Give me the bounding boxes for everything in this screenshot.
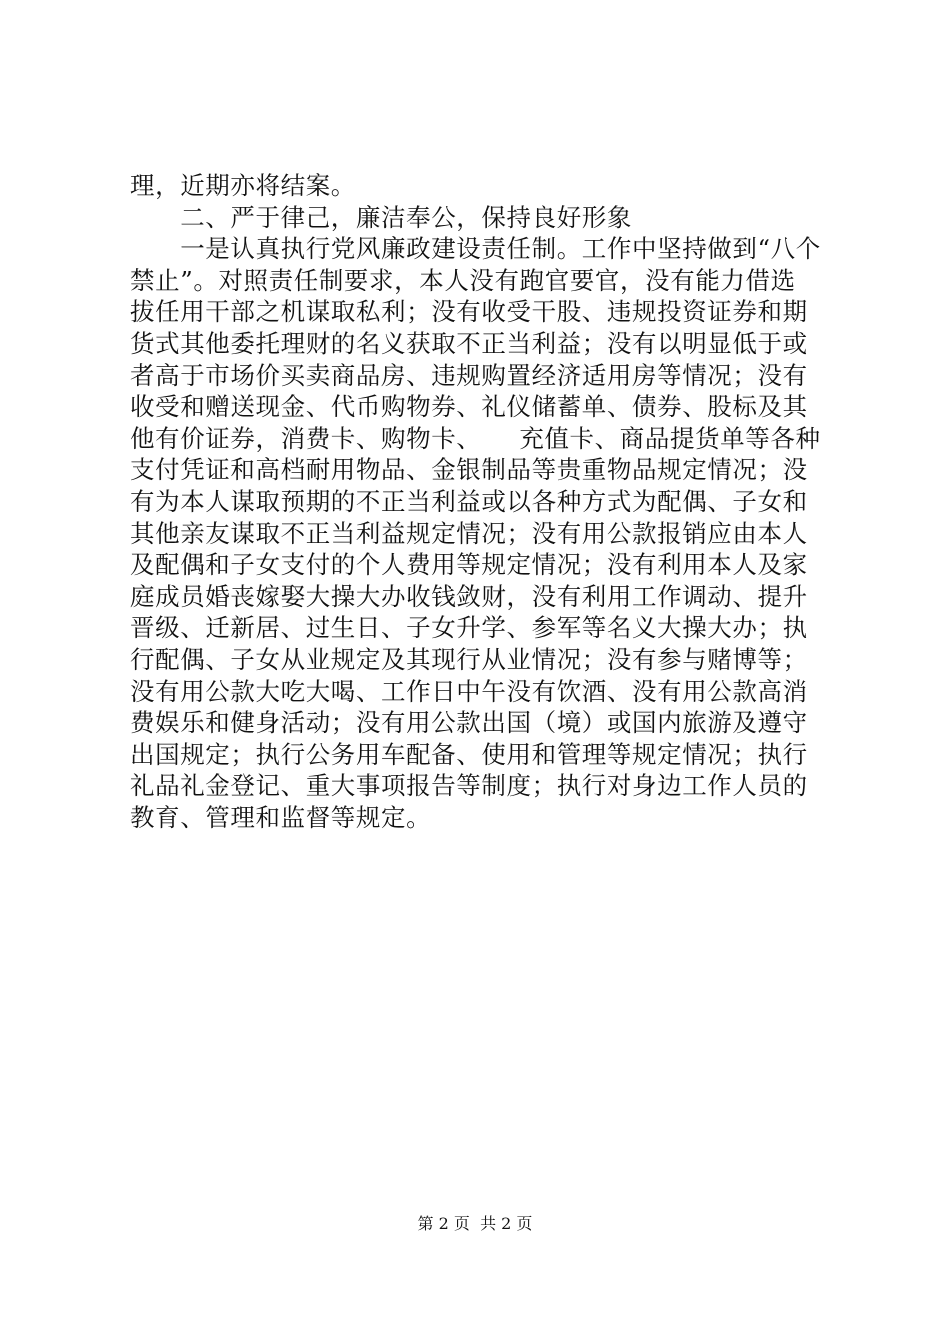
text-line: 理，近期亦将结案。 bbox=[130, 171, 356, 200]
page-footer: 第 2 页 共 2 页 bbox=[417, 1214, 533, 1233]
text-line: 其他亲友谋取不正当利益规定情况；没有用公款报销应由本人 bbox=[130, 518, 808, 548]
text-line: 收受和赠送现金、代币购物券、礼仪储蓄单、债券、股标及其 bbox=[130, 392, 808, 422]
text-line: 费娱乐和健身活动；没有用公款出国（境）或国内旅游及遵守 bbox=[130, 708, 808, 738]
text-line: 及配偶和子女支付的个人费用等规定情况；没有利用本人及家 bbox=[130, 550, 808, 580]
text-line: 晋级、迁新居、过生日、子女升学、参军等名义大操大办；执 bbox=[130, 613, 808, 643]
text-line: 货式其他委托理财的名义获取不正当利益；没有以明显低于或 bbox=[130, 328, 808, 358]
document-body bbox=[130, 170, 832, 833]
text-line: 有为本人谋取预期的不正当利益或以各种方式为配偶、子女和 bbox=[130, 486, 808, 516]
text-line: 他有价证券，消费卡、购物卡、 充值卡、商品提货单等各种 bbox=[130, 423, 821, 453]
text-line: 没有用公款大吃大喝、工作日中午没有饮酒、没有用公款高消 bbox=[130, 676, 808, 706]
text-line: 支付凭证和高档耐用物品、金银制品等贵重物品规定情况；没 bbox=[130, 455, 808, 485]
text-line: 行配偶、子女从业规定及其现行从业情况；没有参与赌博等； bbox=[130, 644, 808, 674]
text-line: 庭成员婚丧嫁娶大操大办收钱敛财，没有利用工作调动、提升 bbox=[130, 581, 808, 611]
text-line: 一是认真执行党风廉政建设责任制。工作中坚持做到“八个 bbox=[130, 234, 821, 264]
text-line: 禁止”。对照责任制要求，本人没有跑官要官，没有能力借选 bbox=[130, 265, 796, 295]
text-line: 拔任用干部之机谋取私利；没有收受干股、违规投资证券和期 bbox=[130, 297, 808, 327]
text-line: 礼品礼金登记、重大事项报告等制度；执行对身边工作人员的 bbox=[130, 771, 808, 801]
section-heading: 二、严于律己，廉洁奉公，保持良好形象 bbox=[130, 202, 632, 232]
text-line: 者高于市场价买卖商品房、违规购置经济适用房等情况；没有 bbox=[130, 360, 808, 390]
text-line: 教育、管理和监督等规定。 bbox=[130, 802, 432, 832]
text-line: 出国规定；执行公务用车配备、使用和管理等规定情况；执行 bbox=[130, 739, 808, 769]
